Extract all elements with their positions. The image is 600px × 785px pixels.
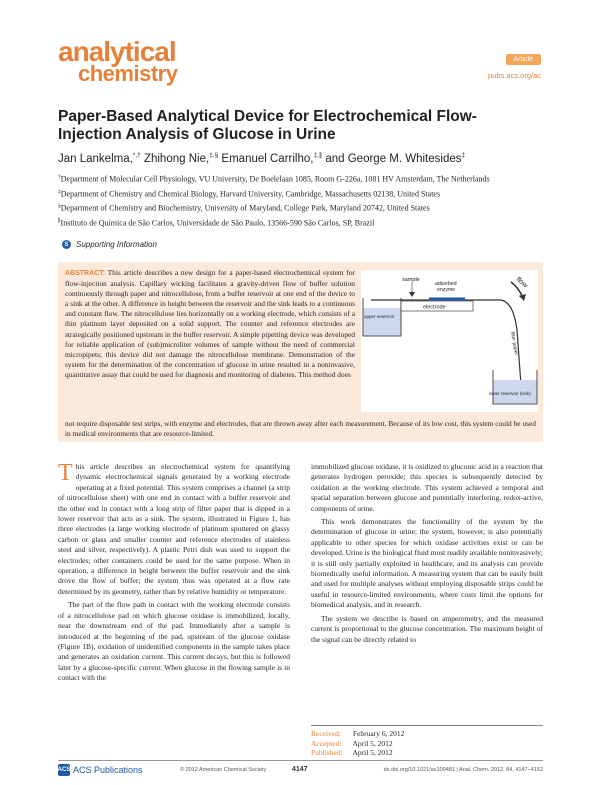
paragraph (58, 462, 290, 597)
supporting-info-icon: S (62, 240, 71, 249)
acs-publications-logo[interactable] (58, 764, 143, 776)
flow-label: flow (514, 276, 529, 290)
date-label: Published: (311, 748, 343, 758)
date-row (311, 739, 543, 749)
supporting-info-link[interactable] (62, 240, 157, 249)
author-affil-mark: ‡ (461, 152, 466, 159)
electrode-label: electrode (423, 304, 446, 311)
affiliation-item (58, 187, 543, 200)
affiliation-text: Instituto de Química de São Carlos, Universidade de São Paulo, 13566-590 São Carlos, SP, Brazil (60, 218, 375, 228)
affiliation-mark: ‡ (58, 188, 61, 195)
adsorbed-label: adsorbed (435, 281, 457, 287)
journal-logo (58, 36, 288, 86)
supporting-info-label: Supporting Information (76, 240, 157, 249)
paragraph: The system we describe is based on amperometry, and the measured current is proportional to the glucose concentration. The maximum height of the signal can be directly related to (311, 613, 543, 644)
author-affil-mark: ‡,∥ (313, 152, 323, 159)
paragraph: This work demonstrates the functionality of the system by the determination of glucose in urine; the system, however, is also potentially applicable to other species for which oxidase activities exist or can be developed. Urine is the biological fluid most readily available noninvasively; it is still only partially exploited in healthcare, and its analysis can provide biomedically useful information. A measuring system that can be easily built and used for multiple analyses without employing disposable strips could be useful in resource-limited environments, where costs limit the options for biomedical analysis, and in research. (311, 517, 543, 610)
toc-graphic (361, 270, 538, 412)
date-row (311, 729, 543, 739)
author-name[interactable]: and George M. Whitesides (325, 152, 462, 165)
abstract-label: ABSTRACT: (65, 270, 106, 277)
date-label: Received: (311, 729, 341, 738)
affiliations (58, 172, 543, 231)
page-number: 4147 (292, 766, 308, 773)
logo-line2: chemistry (78, 61, 178, 86)
affiliation-mark: § (58, 203, 61, 210)
author-affil-mark: *,† (132, 152, 141, 159)
article-type-badge: Article (506, 54, 541, 65)
paragraph-text: his article describes an electrochemical system for quantifying dynamic electrochemical signals generated by a working electrode operating at a fixed potential. This system comprises a channel (a strip of nitrocellulose sheet) with one end in contact with a buffer reservoir and the other end in contact with a long strip of filter paper that is dipped in a lower reservoir that acts as a sink. The system, illustrated in Figure 1, has three electrodes (a large working electrode of platinum sputtered on glassy carbon or glass and smaller counter and reference electrodes of stainless steel and silver, respectively). A plastic Petri dish was used to support the electrodes; other containers could be used for the same purpose. When in operation, a difference in height between the buffer reservoir and the sink drove the flow of buffer; the system thus was operated at a flow rate determined by its geometry, rather than by relative humidity or temperature. (58, 462, 290, 596)
filter-paper-label: filter paper (509, 331, 520, 356)
dropcap: T (58, 460, 73, 486)
affiliation-text: Department of Chemistry and Biochemistry, University of Maryland, College Park, Maryland 20742, United States (60, 203, 430, 213)
upper-reservoir-label: upper reservoir (364, 314, 395, 319)
affiliation-item (58, 216, 543, 229)
affiliation-mark: † (58, 174, 61, 180)
date-label: Accepted: (311, 738, 342, 748)
acs-icon: ACS (58, 764, 70, 776)
publisher-label: ACS Publications (73, 765, 143, 775)
upper-reservoir-liquid (364, 308, 401, 336)
footer-divider (58, 760, 543, 761)
publication-dates (311, 725, 543, 758)
journal-url-link[interactable]: pubs.acs.org/ac (488, 71, 541, 80)
affiliation-mark: ∥ (58, 217, 61, 224)
abstract-box (58, 262, 543, 442)
article-title: Paper-Based Analytical Device for Electrochemical Flow-Injection Analysis of Glucose in Urine (58, 108, 477, 143)
abstract-text-continued: not require disposable test strips, with enzyme and electrodes, that are thrown away after each measurement. Because of its low cost, this system could be used in medical environments that are resource-limited. (65, 419, 536, 439)
affiliation-item (58, 201, 543, 214)
body-column-right (311, 462, 543, 648)
adsorbed-enzyme-band (429, 298, 465, 301)
author-name[interactable]: Jan Lankelma, (58, 152, 133, 165)
copyright: © 2012 American Chemical Society (180, 767, 267, 773)
toc-diagram (361, 270, 538, 412)
abstract-text (65, 268, 355, 380)
date-row (311, 748, 543, 758)
author-list (58, 151, 465, 165)
date-value: April 5, 2012 (352, 748, 393, 758)
author-affil-mark: ‡,§ (209, 152, 219, 159)
logo-line1: analytical (58, 36, 176, 67)
author-name[interactable]: Emanuel Carrilho, (221, 152, 314, 165)
lower-reservoir-label: lower reservoir (sink) (489, 391, 531, 396)
author-name[interactable]: Zhihong Nie, (143, 152, 210, 165)
flow-arrowhead (519, 294, 526, 301)
paragraph: The part of the flow path in contact with the working electrode consists of a nitrocellulose pad on which glucose oxidase is immobilized, locally, near the downstream end of the pad. Immediately after a sample is introduced at the beginning of the pad, upstream of the glucose oxidase (Figure 1B), oxidation of unidentified components in the sample takes place and generates an oxidation current. This current decays, but this is followed later by a glucose-specific current. When glucose in the flowing sample is in contact with the (58, 600, 290, 683)
affiliation-item (58, 172, 543, 185)
body-column-left (58, 462, 290, 687)
sample-arrowhead (409, 292, 415, 297)
paragraph: immobilized glucose oxidase, it is oxidized to gluconic acid in a reaction that generates hydrogen peroxide; this species is subsequently detected by oxidation at the working electrode. This system achieved a temporal and spatial separation between glucose and potentially interfering, redox-active, components of urine. (311, 462, 543, 513)
affiliation-text: Department of Chemistry and Chemical Biology, Harvard University, Cambridge, Massachusetts 02138, United States (60, 189, 441, 199)
abstract-body: This article describes a new design for a paper-based electrochemical system for flow-injection analysis. Capillary wicking facilitates a gravity-driven flow of buffer solution continuously through paper and nitrocellulose, from a buffer reservoir at one end of the device to a sink at the other. A difference in height between the reservoir and the sink leads to a continuous and constant flow. The nitrocellulose lies horizontally on a working electrode, which consists of a thin platinum layer deposited on a solid support. The counter and reference electrodes are strategically positioned upstream in the buffer reservoir. A simple pipetting device was developed for reliable application of (sub)microliter volumes of sample without the need of commercial micropipets; this device did not damage the nitrocellulose membrane. Demonstration of the system for the determination of the concentration of glucose in urine resulted in a noninvasive, quantitative assay that could be used for diagnosis and monitoring of diabetes. This method does (65, 268, 355, 379)
doi-citation[interactable]: dx.doi.org/10.1021/ac300481 | Anal. Chem. 2012, 84, 4147−4152 (383, 767, 543, 773)
sample-label: sample (402, 277, 420, 283)
date-value: February 6, 2012 (352, 729, 405, 738)
affiliation-text: Department of Molecular Cell Physiology, VU University, De Boelelaan 1085, Room G-226a, 1081 HV Amsterdam, The Netherlands (60, 174, 490, 184)
enzyme-label: enzyme (437, 287, 456, 293)
date-value: April 5, 2012 (352, 738, 393, 748)
